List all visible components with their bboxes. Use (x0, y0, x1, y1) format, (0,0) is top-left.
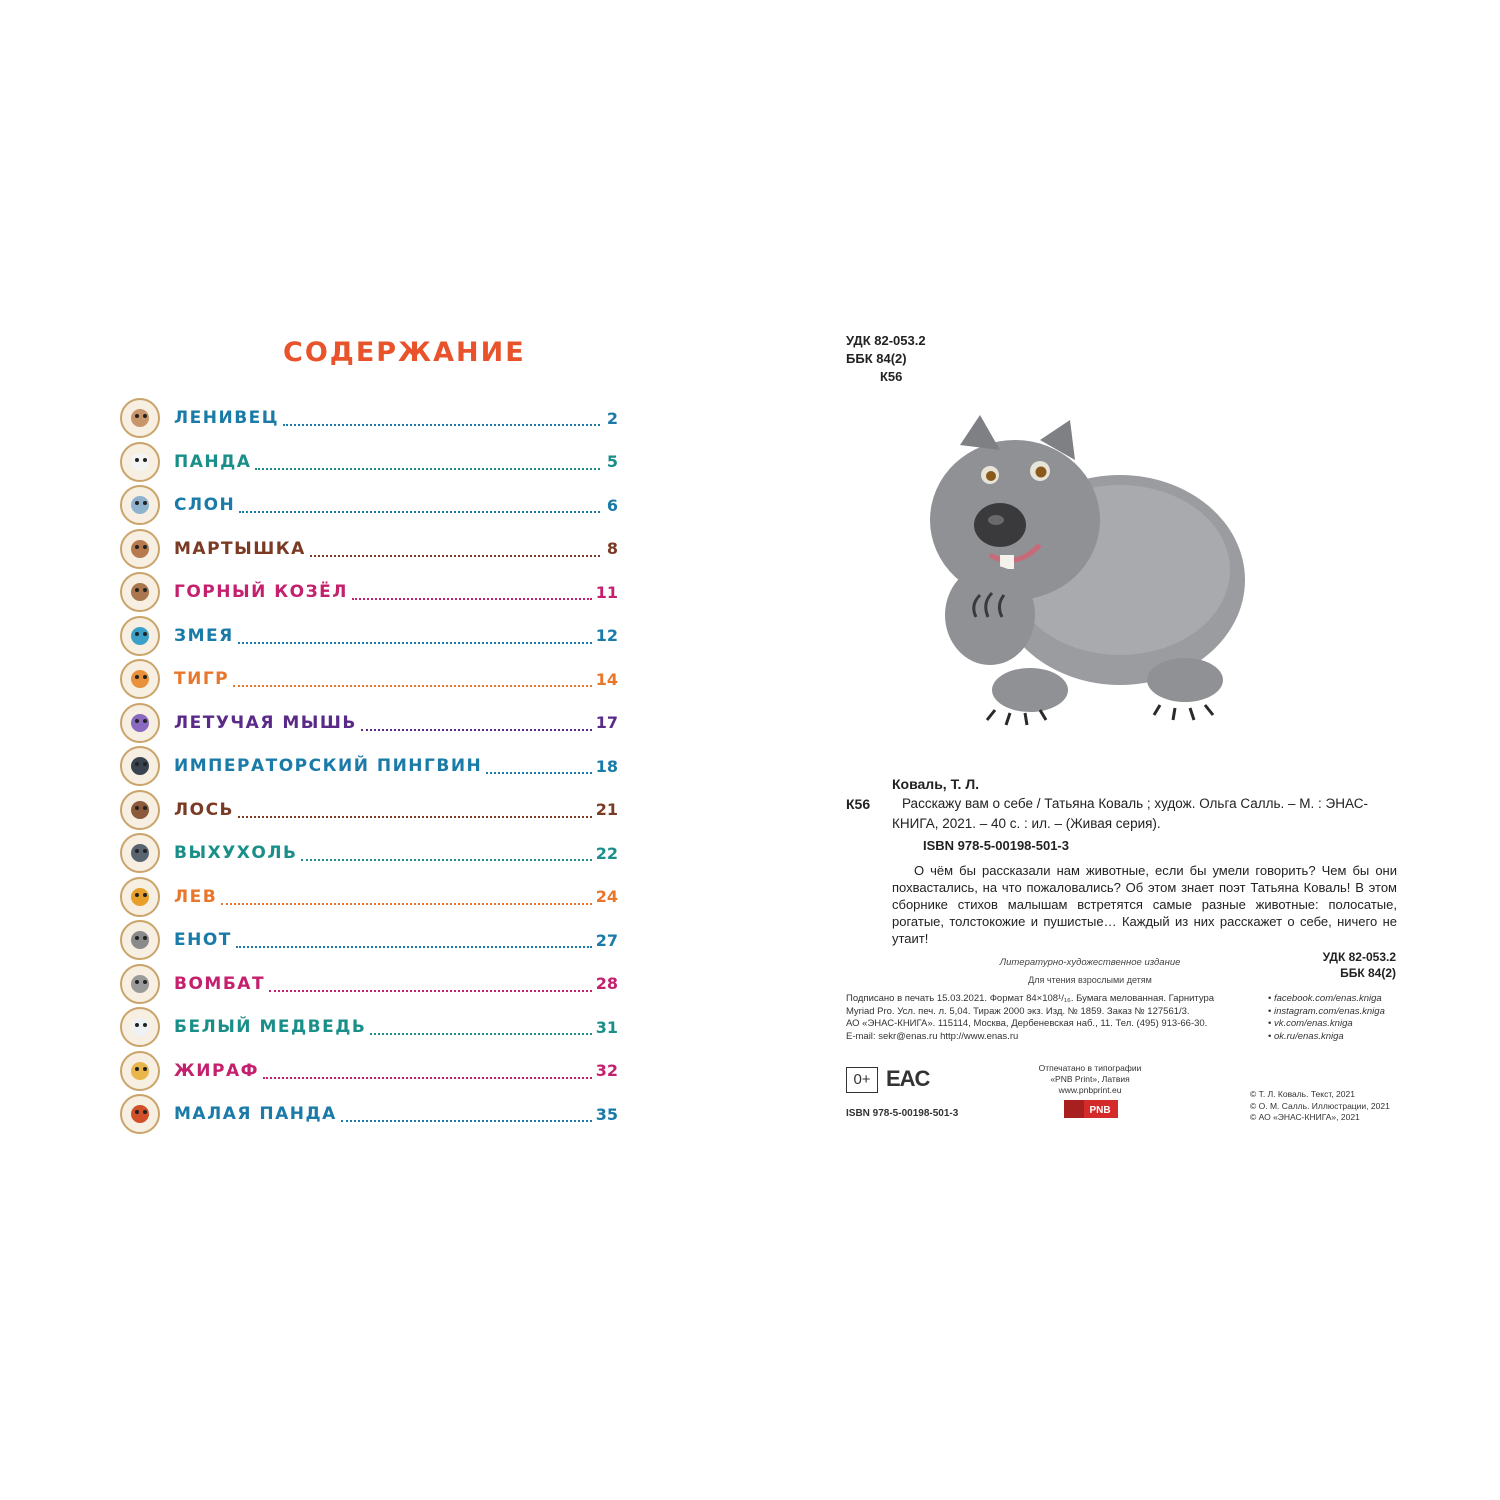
toc-leader-dots (486, 772, 591, 774)
print-details (846, 993, 1246, 1043)
toc-item-page: 11 (595, 582, 618, 602)
raccoon-icon (120, 920, 160, 960)
toc-item-label: ПАНДА (174, 451, 252, 472)
toc-item-label: МАЛАЯ ПАНДА (174, 1104, 337, 1124)
toc-item-label: СЛОН (174, 495, 236, 515)
toc-leader-dots (361, 729, 592, 731)
snake-icon (120, 616, 160, 656)
monkey-icon (120, 529, 160, 569)
isbn-bottom: ISBN 978-5-00198-501-3 (846, 1108, 959, 1119)
age-rating-badge: 0+ (846, 1067, 878, 1093)
tiger-icon (120, 659, 160, 699)
bbk-code: ББК 84(2) (846, 351, 907, 366)
bibliographic-record: Расскажу вам о себе / Татьяна Коваль ; худож. Ольга Салль. – М. : ЭНАС-КНИГА, 2021. – 40 с. : ил. – (Живая серия). (892, 796, 1368, 831)
contents-title: СОДЕРЖАНИЕ (283, 337, 526, 368)
toc-item-label: ВОМБАТ (174, 973, 266, 994)
mountain-goat-icon (120, 572, 160, 612)
toc-leader-dots (283, 424, 600, 426)
toc-item-label: ИМПЕРАТОРСКИЙ ПИНГВИН (174, 756, 483, 776)
toc-item-8 (120, 701, 618, 745)
toc-item-page: 18 (595, 756, 618, 776)
social-link-ok: • ok.ru/enas.kniga (1268, 1031, 1385, 1044)
pnb-print-logo (1064, 1100, 1118, 1118)
pnb-logo-text: PNB (1089, 1105, 1111, 1116)
toc-item-label: ЗМЕЯ (174, 625, 234, 646)
print-line: АО «ЭНАС-КНИГА». 115114, Москва, Дербеневская наб., 11. Тел. (495) 913-66-30. (846, 1018, 1208, 1029)
giraffe-icon (120, 1051, 160, 1091)
toc-leader-dots (352, 598, 592, 600)
toc-item-page: 31 (595, 1017, 618, 1037)
toc-leader-dots (341, 1120, 592, 1122)
toc-leader-dots (239, 511, 600, 513)
toc-item-3 (120, 483, 618, 527)
author-sign: К56 (880, 369, 903, 384)
toc-item-page: 32 (595, 1061, 618, 1080)
toc-leader-dots (233, 685, 592, 687)
toc-item-label: ЕНОТ (174, 930, 232, 950)
toc-item-page: 2 (606, 408, 618, 428)
eac-certification-mark: EAC (886, 1066, 930, 1091)
toc-item-5 (120, 570, 618, 614)
copyrights (1250, 1089, 1390, 1124)
classification-codes (846, 332, 926, 386)
toc-item-label: ЛЕВ (174, 886, 218, 907)
toc-leader-dots (236, 946, 592, 948)
printed-by (1010, 1063, 1170, 1096)
toc-item-page: 35 (595, 1104, 618, 1124)
toc-leader-dots (269, 990, 592, 992)
author-sign-side: К56 (846, 796, 871, 812)
author-heading: Коваль, Т. Л. (892, 776, 980, 792)
toc-item-16 (120, 1049, 618, 1093)
print-line: Подписано в печать 15.03.2021. Формат 84×108¹/₁₆. Бумага мелованная. Гарнитура (846, 993, 1215, 1004)
toc-item-label: МАРТЫШКА (174, 538, 306, 559)
polar-bear-icon (120, 1007, 160, 1047)
toc-item-13 (120, 918, 618, 962)
printed-by-line: www.pnbprint.eu (1058, 1085, 1122, 1095)
bbk-code-bottom: ББК 84(2) (1340, 966, 1396, 980)
panda-icon (120, 442, 160, 482)
toc-item-page: 24 (595, 887, 618, 906)
copyright-line: © АО «ЭНАС-КНИГА», 2021 (1250, 1112, 1360, 1122)
penguin-icon (120, 746, 160, 786)
social-link-facebook: • facebook.com/enas.kniga (1268, 993, 1385, 1006)
print-line: E-mail: sekr@enas.ru http://www.enas.ru (846, 1030, 1019, 1042)
lion-icon (120, 877, 160, 917)
toc-item-page: 22 (595, 843, 618, 863)
toc-leader-dots (263, 1077, 592, 1079)
toc-item-label: ВЫХУХОЛЬ (174, 843, 298, 863)
toc-item-9 (120, 744, 618, 788)
toc-leader-dots (310, 555, 600, 557)
udk-code: УДК 82-053.2 (846, 333, 926, 348)
toc-leader-dots (301, 859, 591, 861)
toc-item-4 (120, 527, 618, 571)
toc-item-7 (120, 657, 618, 701)
toc-item-12 (120, 875, 618, 919)
isbn: ISBN 978-5-00198-501-3 (923, 838, 1069, 853)
toc-item-page: 6 (606, 495, 618, 515)
toc-item-page: 28 (595, 974, 618, 993)
toc-leader-dots (221, 903, 592, 905)
toc-item-6 (120, 614, 618, 658)
toc-item-2 (120, 440, 618, 484)
wombat-illustration (920, 405, 1250, 735)
toc-item-14 (120, 962, 618, 1006)
toc-item-label: ЛЕНИВЕЦ (174, 408, 280, 428)
audience-note: Для чтения взрослыми детям (1028, 975, 1152, 985)
edition-type: Литературно-художественное издание (999, 957, 1181, 968)
print-line: Myriad Pro. Усл. печ. л. 5,04. Тираж 2000 экз. Изд. № 1859. Заказ № 127561/3. (846, 1005, 1190, 1017)
bat-icon (120, 703, 160, 743)
toc-item-11 (120, 831, 618, 875)
copyright-line: © Т. Л. Коваль. Текст, 2021 (1250, 1089, 1355, 1099)
sloth-icon (120, 398, 160, 438)
toc-item-page: 12 (595, 626, 618, 645)
social-link-instagram: • instagram.com/enas.kniga (1268, 1006, 1385, 1019)
toc-item-label: ЛОСЬ (174, 799, 235, 820)
printed-by-line: «PNB Print», Латвия (1050, 1074, 1130, 1084)
desman-icon (120, 833, 160, 873)
udk-code-bottom: УДК 82-053.2 (1322, 950, 1396, 964)
toc-item-page: 21 (595, 800, 618, 819)
social-links (1268, 993, 1385, 1043)
copyright-line: © О. М. Салль. Иллюстрации, 2021 (1250, 1100, 1390, 1111)
toc-item-15 (120, 1005, 618, 1049)
toc-item-label: БЕЛЫЙ МЕДВЕДЬ (174, 1017, 367, 1037)
toc-item-page: 5 (606, 452, 618, 471)
toc-item-page: 17 (595, 713, 618, 732)
toc-item-17 (120, 1092, 618, 1136)
toc-leader-dots (238, 642, 592, 644)
elephant-icon (120, 485, 160, 525)
annotation: О чём бы рассказали нам животные, если бы умели говорить? Чем бы они похвастались, на что пожаловались? Об этом знает поэт Татьяна Коваль! В этом сборнике стихов малышам встретятся самые разные животные: полосатые, рогатые, толстокожие и пушистые… Каждый из них расскажет о себе, ничего не утаит! (892, 863, 1397, 946)
toc-item-1 (120, 396, 618, 440)
printed-by-line: Отпечатано в типографии (1038, 1063, 1142, 1073)
social-link-vk: • vk.com/enas.kniga (1268, 1018, 1385, 1031)
toc-item-label: ГОРНЫЙ КОЗЁЛ (174, 582, 348, 602)
classification-codes-bottom (1300, 949, 1396, 981)
toc-leader-dots (255, 468, 600, 470)
toc-item-label: ЖИРАФ (174, 1060, 260, 1081)
wombat-icon (120, 964, 160, 1004)
toc-item-page: 27 (595, 930, 618, 950)
toc-item-10 (120, 788, 618, 832)
moose-icon (120, 790, 160, 830)
toc-leader-dots (370, 1033, 591, 1035)
toc-item-label: ТИГР (174, 669, 230, 689)
toc-item-page: 8 (606, 539, 618, 558)
red-panda-icon (120, 1094, 160, 1134)
toc-item-label: ЛЕТУЧАЯ МЫШЬ (174, 712, 357, 733)
toc-item-page: 14 (595, 669, 618, 689)
toc-leader-dots (238, 816, 592, 818)
